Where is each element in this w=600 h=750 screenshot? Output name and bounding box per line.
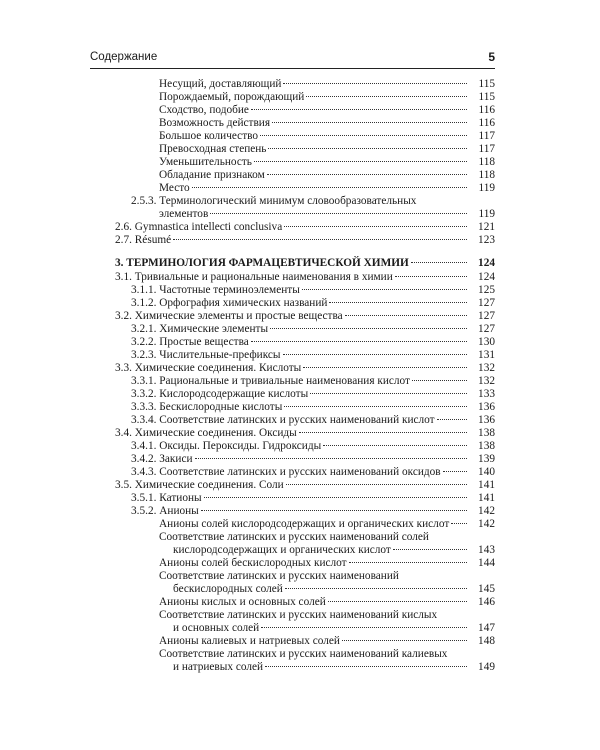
toc-entry-text: 3.2. Химические элементы и простые вещества: [115, 310, 343, 322]
dot-leader: [302, 289, 467, 290]
toc-entry-text: 3.3. Химические соединения. Кислоты: [115, 362, 302, 374]
toc-page-number: 142: [478, 518, 495, 530]
toc-page-number: 118: [478, 169, 495, 181]
toc-page-number: 127: [478, 310, 495, 322]
running-header: [90, 50, 495, 69]
toc-entry-line: [115, 648, 495, 661]
toc-entry: [115, 622, 495, 635]
toc-entry: [115, 182, 495, 195]
toc-entry-text: и натриевых солей: [173, 661, 264, 673]
toc-entry-line: [115, 570, 495, 583]
toc-entry-text: 3.5.2. Анионы: [131, 505, 199, 517]
toc-entry-text: 3.1. Тривиальные и рациональные наименования в химии: [115, 271, 393, 283]
toc-page-number: 124: [478, 271, 495, 283]
toc-entry: [115, 466, 495, 479]
toc-entry-text: Анионы солей кислородсодержащих и органических кислот: [159, 518, 450, 530]
toc-page-number: 148: [478, 635, 495, 647]
toc-entry: [115, 91, 495, 104]
toc-entry-text: 3. ТЕРМИНОЛОГИЯ ФАРМАЦЕВТИЧЕСКОЙ ХИМИИ: [115, 257, 409, 269]
toc-entry-text: 3.3.3. Бескислородные кислоты: [131, 401, 283, 413]
dot-leader: [328, 601, 467, 602]
toc-entry: [115, 336, 495, 349]
toc-entry-text: Порождаемый, порождающий: [159, 91, 305, 103]
toc-entry: [115, 104, 495, 117]
table-of-contents: [115, 78, 495, 674]
toc-page-number: 115: [478, 78, 495, 90]
dot-leader: [272, 122, 467, 123]
toc-page-number: 119: [478, 208, 495, 220]
toc-entry: [115, 440, 495, 453]
dot-leader: [270, 328, 467, 329]
toc-entry-text: 3.2.3. Числительные-префиксы: [131, 349, 281, 361]
toc-page-number: 127: [478, 323, 495, 335]
toc-entry: [115, 78, 495, 91]
dot-leader: [195, 458, 467, 459]
toc-entry: [115, 557, 495, 570]
toc-entry-line: [115, 531, 495, 544]
toc-entry-text: 3.4. Химические соединения. Оксиды: [115, 427, 297, 439]
toc-entry-text: Несущий, доставляющий: [159, 78, 282, 90]
dot-leader: [393, 549, 467, 550]
toc-entry: [115, 221, 495, 234]
toc-entry-text: Анионы калиевых и натриевых солей: [159, 635, 340, 647]
toc-page-number: 147: [478, 622, 495, 634]
toc-entry: [115, 169, 495, 182]
toc-entry: [115, 505, 495, 518]
toc-entry-text: 3.3.4. Соответствие латинских и русских наименований кислот: [131, 414, 435, 426]
dot-leader: [345, 315, 467, 316]
toc-entry: [115, 271, 495, 284]
dot-leader: [210, 213, 467, 214]
dot-leader: [323, 445, 467, 446]
dot-leader: [412, 380, 467, 381]
dot-leader: [283, 83, 467, 84]
toc-entry-text: Обладание признаком: [159, 169, 265, 181]
toc-entry: [115, 208, 495, 221]
toc-page-number: 146: [478, 596, 495, 608]
toc-page-number: 138: [478, 427, 495, 439]
toc-entry: [115, 156, 495, 169]
toc-page-number: 116: [478, 104, 495, 116]
toc-entry-text: и основных солей: [173, 622, 260, 634]
toc-entry-text: элементов: [159, 208, 209, 220]
toc-page-number: 145: [478, 583, 495, 595]
toc-entry-text: Соответствие латинских и русских наименований: [159, 570, 399, 582]
toc-entry: [115, 401, 495, 414]
dot-leader: [299, 432, 467, 433]
toc-page-number: 136: [478, 401, 495, 413]
dot-leader: [306, 96, 467, 97]
toc-entry: [115, 375, 495, 388]
toc-page-number: 143: [478, 544, 495, 556]
toc-entry-text: Анионы солей бескислородных кислот: [159, 557, 347, 569]
dot-leader: [451, 523, 467, 524]
toc-page-number: 125: [478, 284, 495, 296]
toc-page-number: 130: [478, 336, 495, 348]
toc-entry: [115, 596, 495, 609]
toc-entry: [115, 297, 495, 310]
toc-entry: [115, 427, 495, 440]
toc-entry-text: Место: [159, 182, 190, 194]
toc-entry-line: [115, 609, 495, 622]
toc-entry: [115, 518, 495, 531]
toc-page-number: 117: [478, 143, 495, 155]
dot-leader: [201, 510, 467, 511]
header-title: Содержание: [90, 51, 158, 63]
toc-page-number: 117: [478, 130, 495, 142]
toc-entry-text: Превосходная степень: [159, 143, 267, 155]
toc-entry-text: Соответствие латинских и русских наименований калиевых: [159, 648, 448, 660]
toc-page-number: 144: [478, 557, 495, 569]
dot-leader: [342, 640, 467, 641]
dot-leader: [251, 109, 467, 110]
toc-page-number: 118: [478, 156, 495, 168]
toc-page-number: 133: [478, 388, 495, 400]
toc-entry: [115, 257, 495, 270]
toc-page-number: 121: [478, 221, 495, 233]
toc-entry: [115, 492, 495, 505]
toc-entry: [115, 143, 495, 156]
dot-leader: [267, 174, 467, 175]
toc-entry: [115, 479, 495, 492]
toc-entry: [115, 310, 495, 323]
dot-leader: [437, 419, 467, 420]
dot-leader: [286, 484, 467, 485]
toc-entry-text: 3.2.1. Химические элементы: [131, 323, 269, 335]
toc-page-number: 132: [478, 362, 495, 374]
toc-entry-text: 3.3.2. Кислородсодержащие кислоты: [131, 388, 309, 400]
toc-entry-text: Уменьшительность: [159, 156, 252, 168]
toc-entry: [115, 635, 495, 648]
toc-page-number: 116: [478, 117, 495, 129]
toc-entry-text: 3.5.1. Катионы: [131, 492, 202, 504]
toc-page-number: 141: [478, 479, 495, 491]
dot-leader: [268, 148, 467, 149]
dot-leader: [395, 276, 467, 277]
toc-page-number: 138: [478, 440, 495, 452]
dot-leader: [204, 497, 467, 498]
toc-entry: [115, 414, 495, 427]
toc-entry-text: 2.5.3. Терминологический минимум словообразовательных: [131, 195, 417, 207]
toc-page-number: 139: [478, 453, 495, 465]
dot-leader: [329, 302, 467, 303]
toc-entry-text: кислородсодержащих и органических кислот: [173, 544, 391, 556]
dot-leader: [303, 367, 467, 368]
toc-page-number: 132: [478, 375, 495, 387]
toc-entry-text: 2.7. Résumé: [115, 234, 172, 246]
toc-entry-text: 2.6. Gymnastica intellecti conclusiva: [115, 221, 283, 233]
toc-entry: [115, 130, 495, 143]
dot-leader: [260, 135, 467, 136]
toc-entry: [115, 284, 495, 297]
toc-entry: [115, 661, 495, 674]
dot-leader: [443, 471, 467, 472]
toc-entry-text: Сходство, подобие: [159, 104, 249, 116]
toc-entry: [115, 234, 495, 247]
toc-page-number: 115: [478, 91, 495, 103]
dot-leader: [261, 627, 467, 628]
toc-entry: [115, 323, 495, 336]
dot-leader: [411, 262, 467, 263]
toc-entry-text: Анионы кислых и основных солей: [159, 596, 326, 608]
toc-entry: [115, 117, 495, 130]
toc-page-number: 119: [478, 182, 495, 194]
toc-entry: [115, 362, 495, 375]
dot-leader: [349, 562, 467, 563]
toc-entry-text: 3.1.2. Орфография химических названий: [131, 297, 328, 309]
dot-leader: [284, 226, 467, 227]
toc-page-number: 131: [478, 349, 495, 361]
toc-page-number: 124: [478, 257, 495, 269]
dot-leader: [254, 161, 467, 162]
toc-entry-text: 3.4.2. Закиси: [131, 453, 193, 465]
toc-entry-text: бескислородных солей: [173, 583, 283, 595]
toc-page-number: 142: [478, 505, 495, 517]
toc-page-number: 136: [478, 414, 495, 426]
toc-page-number: 149: [478, 661, 495, 673]
toc-entry-text: Возможность действия: [159, 117, 271, 129]
toc-entry-text: Большое количество: [159, 130, 259, 142]
toc-entry: [115, 544, 495, 557]
header-page-number: 5: [488, 50, 495, 64]
toc-page-number: 127: [478, 297, 495, 309]
dot-leader: [283, 354, 467, 355]
toc-entry-text: 3.5. Химические соединения. Соли: [115, 479, 284, 491]
dot-leader: [265, 666, 467, 667]
dot-leader: [310, 393, 467, 394]
dot-leader: [284, 406, 467, 407]
toc-entry-text: 3.3.1. Рациональные и тривиальные наименования кислот: [131, 375, 410, 387]
dot-leader: [285, 588, 467, 589]
dot-leader: [173, 239, 467, 240]
toc-entry-text: 3.2.2. Простые вещества: [131, 336, 249, 348]
toc-entry: [115, 388, 495, 401]
toc-entry-text: 3.4.1. Оксиды. Пероксиды. Гидроксиды: [131, 440, 322, 452]
toc-entry-text: Соответствие латинских и русских наименований кислых: [159, 609, 438, 621]
dot-leader: [251, 341, 467, 342]
toc-entry-text: Соответствие латинских и русских наименований солей: [159, 531, 429, 543]
dot-leader: [192, 187, 467, 188]
toc-page-number: 123: [478, 234, 495, 246]
toc-entry: [115, 583, 495, 596]
toc-entry: [115, 453, 495, 466]
toc-entry-text: 3.1.1. Частотные терминоэлементы: [131, 284, 300, 296]
toc-entry-text: 3.4.3. Соответствие латинских и русских наименований оксидов: [131, 466, 441, 478]
toc-page-number: 140: [478, 466, 495, 478]
toc-entry: [115, 349, 495, 362]
toc-entry-line: [115, 195, 495, 208]
toc-page-number: 141: [478, 492, 495, 504]
